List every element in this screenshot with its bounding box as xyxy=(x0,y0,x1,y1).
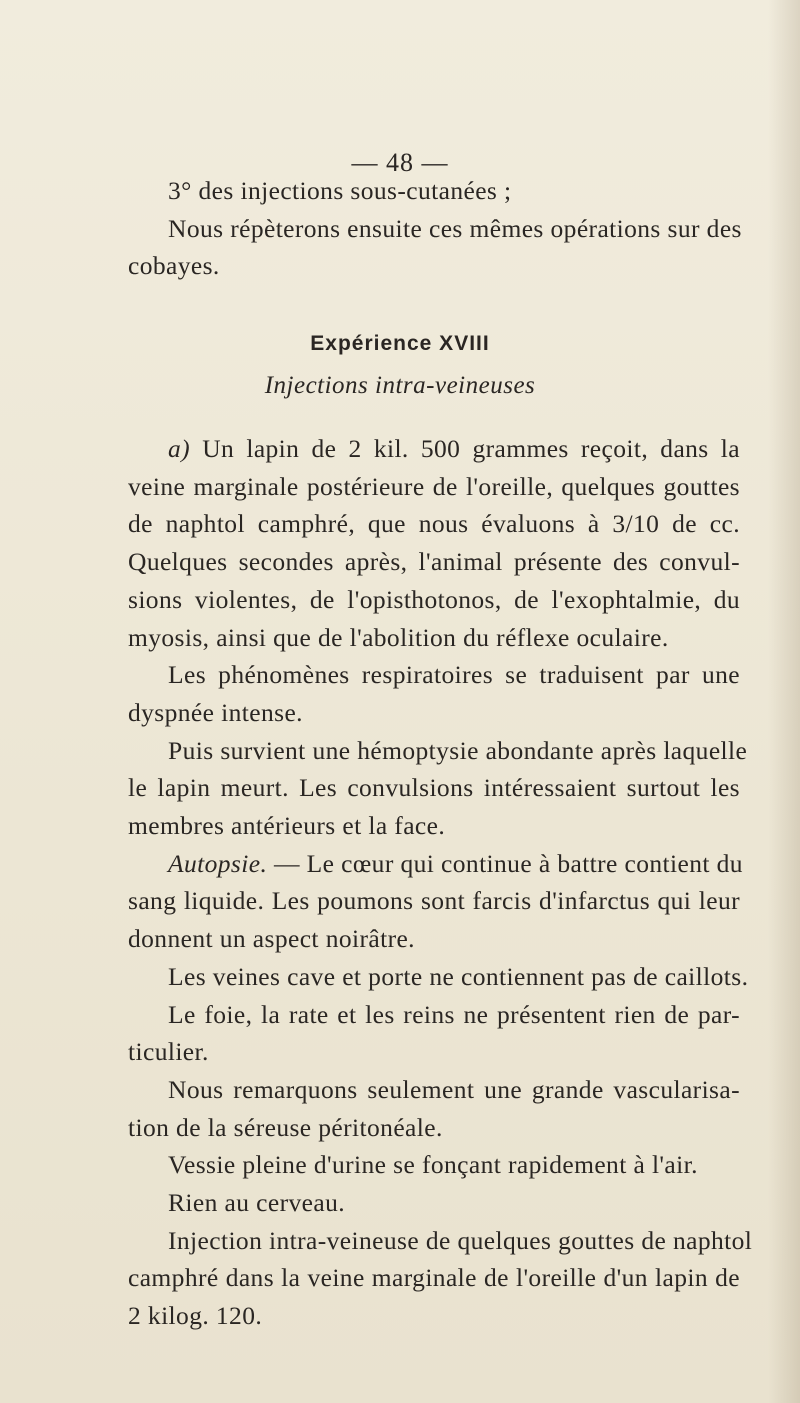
experiment-subtitle: Injections intra-veineuses xyxy=(264,372,536,399)
paragraph-line: tion de la séreuse péritonéale. xyxy=(128,1112,443,1142)
paragraph-line: sions violentes, de l'opisthotonos, de l'exophtalmie, du xyxy=(128,584,740,614)
paragraph-line: dyspnée intense. xyxy=(128,697,303,727)
paragraph-line: 2 kilog. 120. xyxy=(128,1301,263,1331)
intro-paragraph xyxy=(128,172,740,285)
intro-line: 3° des injections sous-cutanées ; xyxy=(168,176,512,205)
paragraph-line: veine marginale postérieure de l'oreille, quelques gouttes xyxy=(128,471,740,501)
paragraph-line: membres antérieurs et la face. xyxy=(128,811,446,841)
paragraph-line: sang liquide. Les poumons sont farcis d'infarctus qui leur xyxy=(128,886,740,916)
paragraph-line: le lapin meurt. Les convulsions intéressaient surtout les xyxy=(128,773,740,803)
autopsy-label: Autopsie. xyxy=(168,848,268,878)
paragraph-line: myosis, ainsi que de l'abolition du réflexe oculaire. xyxy=(128,622,669,652)
paragraph-line: ticulier. xyxy=(128,1037,209,1067)
paragraph-line: Autopsie. — Le cœur qui continue à battre contient du xyxy=(168,848,743,878)
paragraph-line: donnent un aspect noirâtre. xyxy=(128,924,415,954)
paragraph-label: a) xyxy=(168,434,191,463)
paragraph-line: Quelques secondes après, l'animal présente des convul- xyxy=(128,547,740,577)
paragraph-line: Injection intra-veineuse de quelques gouttes de naphtol xyxy=(168,1225,753,1255)
paragraph-line: a) Un lapin de 2 kil. 500 grammes reçoit, dans la xyxy=(168,434,740,463)
intro-line: Nous répèterons ensuite ces mêmes opérations sur des xyxy=(168,213,742,243)
paragraph-line: Rien au cerveau. xyxy=(168,1188,346,1218)
paragraph-line: Les phénomènes respiratoires se traduisent par une xyxy=(168,660,740,690)
experiment-body xyxy=(128,430,753,1335)
paragraph-line: Les veines cave et porte ne contiennent pas de caillots. xyxy=(168,961,749,991)
experiment-title: Expérience XVIII xyxy=(310,332,490,355)
paragraph-line: Puis survient une hémoptysie abondante après laquelle xyxy=(168,735,748,765)
intro-line: cobayes. xyxy=(128,251,220,281)
paragraph-line: Nous remarquons seulement une grande vascularisa- xyxy=(168,1074,740,1104)
paragraph-line: de naphtol camphré, que nous évaluons à 3/10 de cc. xyxy=(128,509,740,539)
paragraph-line: Le foie, la rate et les reins ne présentent rien de par- xyxy=(168,999,740,1029)
paragraph-line: Vessie pleine d'urine se fonçant rapidement à l'air. xyxy=(168,1150,698,1180)
page-number: — 48 — xyxy=(351,148,449,177)
paragraph-line: camphré dans la veine marginale de l'oreille d'un lapin de xyxy=(128,1263,740,1293)
